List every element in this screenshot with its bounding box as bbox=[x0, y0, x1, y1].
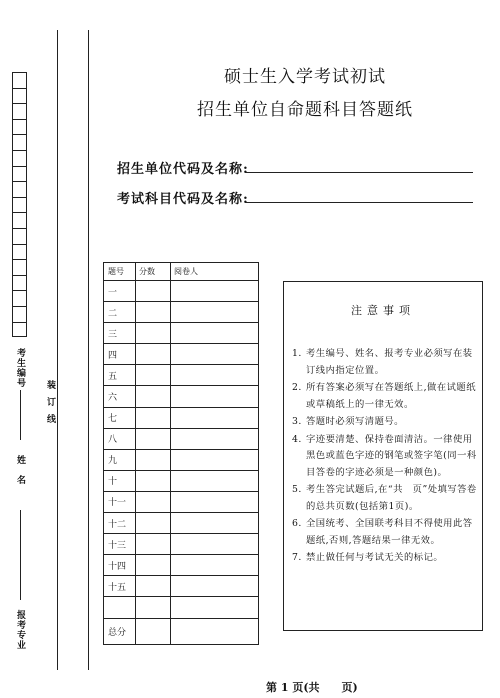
question-number-cell: 十五 bbox=[104, 576, 136, 597]
question-number-cell: 八 bbox=[104, 428, 136, 449]
notice-item-text: 禁止做任何与考试无关的标记。 bbox=[306, 552, 444, 563]
score-cell[interactable] bbox=[136, 470, 171, 491]
title-line-1: 硕士生入学考试初试 bbox=[224, 67, 386, 87]
question-number-cell: 十二 bbox=[104, 513, 136, 534]
score-table-row bbox=[104, 470, 259, 491]
score-table-row bbox=[104, 302, 259, 323]
score-cell[interactable] bbox=[136, 513, 171, 534]
binding-line-outer bbox=[88, 30, 89, 670]
score-cell[interactable] bbox=[136, 491, 171, 512]
grader-cell[interactable] bbox=[171, 470, 259, 491]
title-line-2: 招生单位自命题科目答题纸 bbox=[197, 100, 413, 120]
exam-number-digit-box[interactable] bbox=[12, 119, 27, 135]
score-table-row bbox=[104, 365, 259, 386]
score-cell[interactable] bbox=[136, 555, 171, 576]
score-cell[interactable] bbox=[136, 449, 171, 470]
unit-code-label: 招生单位代码及名称: bbox=[117, 162, 249, 177]
question-number-cell bbox=[104, 597, 136, 619]
header-score: 分数 bbox=[136, 263, 171, 281]
score-cell[interactable] bbox=[136, 323, 171, 344]
notice-item bbox=[292, 516, 478, 549]
score-table-row bbox=[104, 344, 259, 365]
notice-item-number: 7. bbox=[292, 552, 302, 563]
notice-item-number: 2. bbox=[292, 382, 302, 393]
score-table-total-row bbox=[104, 619, 259, 645]
notice-item-number: 5. bbox=[292, 484, 302, 495]
grader-cell[interactable] bbox=[171, 281, 259, 302]
exam-number-label: 考生编号 bbox=[15, 348, 25, 388]
score-table-row bbox=[104, 407, 259, 428]
header-question-no: 题号 bbox=[104, 263, 136, 281]
score-table bbox=[103, 262, 259, 645]
grader-cell[interactable] bbox=[171, 576, 259, 597]
notice-item-text: 答题时必须写清题号。 bbox=[306, 416, 404, 427]
score-cell[interactable] bbox=[136, 281, 171, 302]
score-cell[interactable] bbox=[136, 428, 171, 449]
score-cell[interactable] bbox=[136, 534, 171, 555]
notice-item-text: 考生答完试题后,在“共 页”处填写答卷的总共页数(包括第1页)。 bbox=[306, 484, 477, 512]
binding-line-inner bbox=[57, 30, 58, 670]
notice-item bbox=[292, 432, 478, 482]
exam-number-digit-box[interactable] bbox=[12, 150, 27, 166]
exam-number-digit-box[interactable] bbox=[12, 244, 27, 260]
notice-item-number: 4. bbox=[292, 433, 302, 445]
grader-cell[interactable] bbox=[171, 323, 259, 344]
exam-number-digit-box[interactable] bbox=[12, 259, 27, 275]
total-grader-cell[interactable] bbox=[171, 619, 259, 645]
grader-cell[interactable] bbox=[171, 386, 259, 407]
total-label: 总分 bbox=[104, 619, 136, 645]
question-number-cell: 四 bbox=[104, 344, 136, 365]
score-table-row bbox=[104, 386, 259, 407]
notice-item bbox=[292, 414, 478, 431]
header-grader: 阅卷人 bbox=[171, 263, 259, 281]
exam-number-digit-box[interactable] bbox=[12, 212, 27, 228]
score-table-row bbox=[104, 449, 259, 470]
question-number-cell: 七 bbox=[104, 407, 136, 428]
grader-cell[interactable] bbox=[171, 449, 259, 470]
question-number-cell: 九 bbox=[104, 449, 136, 470]
score-table-row bbox=[104, 428, 259, 449]
notice-item bbox=[292, 380, 478, 413]
exam-number-digit-box[interactable] bbox=[12, 306, 27, 322]
score-cell[interactable] bbox=[136, 302, 171, 323]
grader-cell[interactable] bbox=[171, 407, 259, 428]
score-cell[interactable] bbox=[136, 365, 171, 386]
question-number-cell: 十 bbox=[104, 470, 136, 491]
grader-cell[interactable] bbox=[171, 365, 259, 386]
score-table-row bbox=[104, 281, 259, 302]
notice-item-number: 6. bbox=[292, 518, 302, 529]
notice-item-text: 全国统考、全国联考科目不得使用此答题纸,否则,答题结果一律无效。 bbox=[306, 518, 473, 546]
page-number: 第 1 页(共 页) bbox=[266, 681, 358, 694]
score-table-row bbox=[104, 597, 259, 619]
score-table-row bbox=[104, 323, 259, 344]
exam-number-digit-box[interactable] bbox=[12, 181, 27, 197]
subject-code-label: 考试科目代码及名称: bbox=[117, 192, 249, 207]
question-number-cell: 十四 bbox=[104, 555, 136, 576]
grader-cell[interactable] bbox=[171, 428, 259, 449]
grader-cell[interactable] bbox=[171, 302, 259, 323]
exam-number-blank[interactable] bbox=[20, 390, 21, 440]
grader-cell[interactable] bbox=[171, 513, 259, 534]
score-cell[interactable] bbox=[136, 344, 171, 365]
score-table-row bbox=[104, 534, 259, 555]
score-table-row bbox=[104, 576, 259, 597]
notice-item-number: 1. bbox=[292, 348, 302, 359]
question-number-cell: 五 bbox=[104, 365, 136, 386]
unit-code-input-line[interactable] bbox=[245, 172, 473, 173]
major-blank-upper[interactable] bbox=[20, 560, 21, 600]
name-label: 姓 名 bbox=[15, 455, 25, 485]
score-cell[interactable] bbox=[136, 386, 171, 407]
grader-cell[interactable] bbox=[171, 491, 259, 512]
exam-number-digit-box[interactable] bbox=[12, 290, 27, 306]
score-cell[interactable] bbox=[136, 407, 171, 428]
question-number-cell: 六 bbox=[104, 386, 136, 407]
notice-item-text: 字迹要清楚、保持卷面清洁。一律使用黑色或蓝色字迹的钢笔或签字笔(同一科目答卷的字迹必须是一种颜色)。 bbox=[306, 433, 477, 478]
notice-item bbox=[292, 346, 478, 379]
score-table-row bbox=[104, 491, 259, 512]
exam-number-digit-box[interactable] bbox=[12, 322, 27, 338]
exam-number-digit-box[interactable] bbox=[12, 134, 27, 150]
question-number-cell: 三 bbox=[104, 323, 136, 344]
total-score-cell[interactable] bbox=[136, 619, 171, 645]
question-number-cell: 二 bbox=[104, 302, 136, 323]
question-number-cell: 十一 bbox=[104, 491, 136, 512]
question-number-cell: 一 bbox=[104, 281, 136, 302]
grader-cell[interactable] bbox=[171, 555, 259, 576]
score-cell[interactable] bbox=[136, 597, 171, 619]
exam-number-digit-box[interactable] bbox=[12, 197, 27, 213]
notice-item-text: 所有答案必须写在答题纸上,做在试题纸或草稿纸上的一律无效。 bbox=[306, 382, 477, 410]
subject-code-input-line[interactable] bbox=[245, 202, 473, 203]
grader-cell[interactable] bbox=[171, 344, 259, 365]
exam-number-digit-box[interactable] bbox=[12, 275, 27, 291]
notice-box bbox=[283, 281, 483, 631]
exam-number-digit-box[interactable] bbox=[12, 166, 27, 182]
exam-number-digit-box[interactable] bbox=[12, 228, 27, 244]
grader-cell[interactable] bbox=[171, 597, 259, 619]
seal-line-label: 装订线 bbox=[45, 380, 55, 431]
major-label: 报考专业 bbox=[15, 610, 25, 650]
question-number-cell: 十三 bbox=[104, 534, 136, 555]
notice-item bbox=[292, 550, 478, 567]
score-cell[interactable] bbox=[136, 576, 171, 597]
notice-title: 注意事项 bbox=[351, 304, 415, 317]
notice-list bbox=[292, 346, 478, 568]
score-table-row bbox=[104, 513, 259, 534]
notice-item-number: 3. bbox=[292, 416, 302, 427]
notice-item-text: 考生编号、姓名、报考专业必须写在装订线内指定位置。 bbox=[306, 348, 473, 376]
notice-item bbox=[292, 482, 478, 515]
score-table-row bbox=[104, 555, 259, 576]
score-table-header-row bbox=[104, 263, 259, 281]
grader-cell[interactable] bbox=[171, 534, 259, 555]
